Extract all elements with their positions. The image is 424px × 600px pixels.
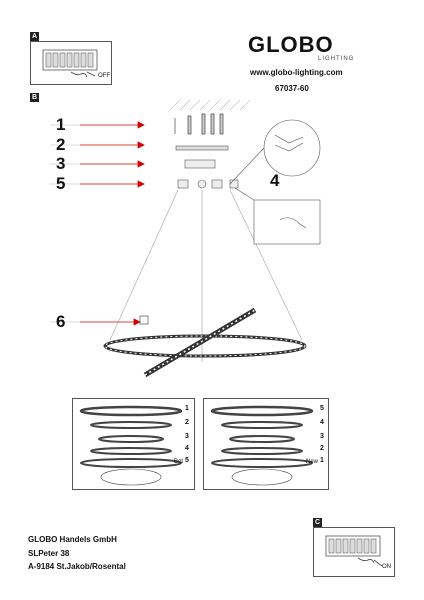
step-label-3: 3 <box>56 154 66 173</box>
ring-panel-left <box>72 398 195 490</box>
ring-stack-left-drawing <box>73 399 194 489</box>
right-ring-number-2: 2 <box>320 445 324 452</box>
brand-logo: GLOBO <box>248 32 334 57</box>
screws-and-anchors <box>175 114 223 134</box>
ring-connector <box>140 316 148 324</box>
left-ring-number-4: 4 <box>185 445 189 452</box>
installation-diagram <box>30 100 400 400</box>
company-city: A-9184 St.Jakob/Rosental <box>28 562 126 571</box>
ring-panel-right <box>203 398 329 490</box>
switch-off-label: OFF <box>98 73 110 79</box>
website-url[interactable]: www.globo-lighting.com <box>250 68 343 77</box>
mounting-bracket <box>176 146 228 150</box>
right-panel-label: New <box>306 459 319 465</box>
step-label-6: 6 <box>56 312 66 331</box>
left-ring-number-5: 5 <box>185 457 189 464</box>
left-ring-number-1: 1 <box>185 405 189 412</box>
step-label-4: 4 <box>270 171 280 190</box>
tilted-crystal-ring <box>145 310 255 375</box>
pointer-arrows <box>80 122 144 325</box>
product-code: 67037-60 <box>275 84 309 93</box>
company-name: GLOBO Handels GmbH <box>28 535 117 544</box>
canopy-parts <box>178 160 238 188</box>
ring-stack-right-drawing <box>204 399 328 489</box>
right-ring-number-3: 3 <box>320 433 324 440</box>
right-ring-number-4: 4 <box>320 419 324 426</box>
right-ring-number-5: 5 <box>320 405 324 412</box>
panel-c-tag: C <box>314 519 321 526</box>
brand-subtitle: LIGHTING <box>318 56 355 62</box>
left-panel-label: Bot <box>174 459 184 465</box>
switch-on-label: ON <box>382 564 391 570</box>
step-label-2: 2 <box>56 135 66 154</box>
left-ring-number-3: 3 <box>185 433 189 440</box>
left-ring-number-2: 2 <box>185 419 189 426</box>
ceiling-hatch <box>170 100 250 110</box>
panel-b-tag: B <box>31 94 38 101</box>
panel-a-tag: A <box>31 33 38 40</box>
step-label-1: 1 <box>56 115 66 134</box>
company-street: SLPeter 38 <box>28 549 70 558</box>
right-ring-number-1: 1 <box>320 457 324 464</box>
step-label-5: 5 <box>56 174 66 193</box>
